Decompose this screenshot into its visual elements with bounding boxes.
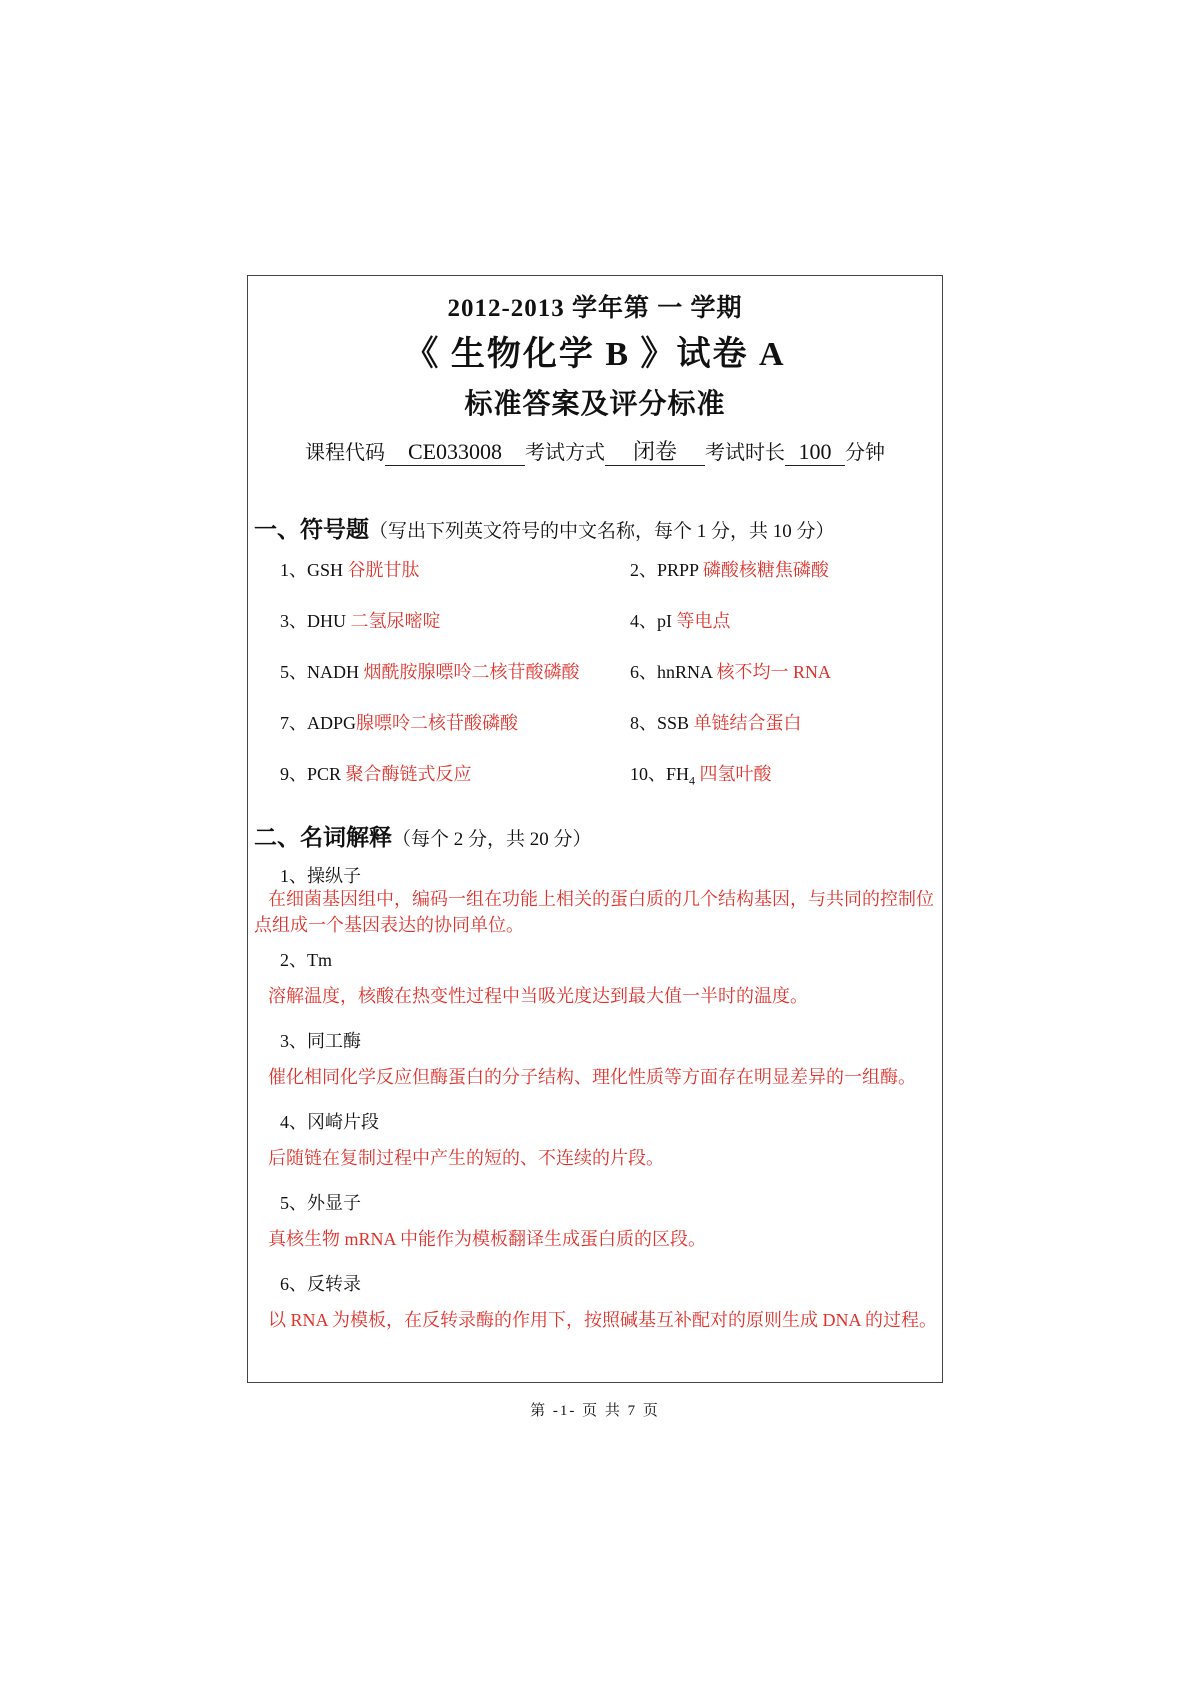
symbol-answer: 磷酸核糖焦磷酸 (702, 560, 829, 580)
term-label: 1、操纵子 (280, 866, 361, 886)
symbol-answer: 核不均一 RNA (716, 662, 832, 682)
symbol-label: 8、SSB (630, 713, 694, 733)
symbol-answer: 四氢叶酸 (695, 764, 772, 784)
term-definition: 后随链在复制过程中产生的短的、不连续的片段。 (268, 1148, 664, 1168)
term-definition: 溶解温度，核酸在热变性过程中当吸光度达到最大值一半时的温度。 (268, 986, 808, 1006)
symbol-item (280, 709, 518, 735)
section-2-note: （每个 2 分，共 20 分） (392, 829, 592, 850)
symbol-label: 6、hnRNA (630, 662, 717, 682)
term-definition: 催化相同化学反应但酶蛋白的分子结构、理化性质等方面存在明显差异的一组酶。 (268, 1067, 916, 1087)
symbol-answer: 等电点 (676, 611, 731, 631)
symbol-item (630, 607, 731, 633)
symbol-label: 3、DHU (280, 611, 351, 631)
course-code-label: 课程代码 (305, 442, 385, 464)
term-definition: 在细菌基因组中，编码一组在功能上相关的蛋白质的几个结构基因，与共同的控制位点组成一个基因表达的协同单位。 (254, 889, 934, 935)
symbol-answer: 烟酰胺腺嘌呤二核苷酸磷酸 (363, 662, 580, 682)
section-1-title: 一、符号题 (254, 517, 369, 542)
symbol-label: 10、FH (630, 764, 690, 784)
duration-value: 100 (785, 439, 845, 466)
symbol-label: 2、PRPP (630, 560, 703, 580)
symbol-item (280, 556, 420, 582)
symbol-item (630, 760, 772, 789)
term-label: 6、反转录 (280, 1274, 361, 1294)
term-definition: 真核生物 mRNA 中能作为模板翻译生成蛋白质的区段。 (268, 1229, 707, 1249)
symbol-item (630, 709, 802, 735)
term-definition: 以 RNA 为模板，在反转录酶的作用下，按照碱基互补配对的原则生成 DNA 的过程。 (268, 1310, 938, 1330)
duration-label: 考试时长 (705, 442, 785, 464)
symbol-item (280, 658, 580, 684)
symbol-label: 4、pI (630, 611, 677, 631)
exam-meta-line (248, 436, 942, 466)
symbol-item (280, 760, 472, 786)
exam-mode-label: 考试方式 (525, 442, 605, 464)
symbol-label: 1、GSH (280, 560, 348, 580)
term-label: 3、同工酶 (280, 1031, 361, 1051)
symbol-answer: 谷胱甘肽 (347, 560, 420, 580)
symbol-subscript: 4 (689, 773, 696, 788)
term-label: 4、冈崎片段 (280, 1112, 379, 1132)
exam-page-frame (247, 275, 943, 1383)
exam-title: 《 生物化学 B 》试卷 A (404, 336, 786, 373)
section-1-note: （写出下列英文符号的中文名称，每个 1 分，共 10 分） (369, 521, 835, 542)
symbol-label: 9、PCR (280, 764, 346, 784)
symbol-answer: 二氢尿嘧啶 (350, 611, 441, 631)
section-2-title: 二、名词解释 (254, 825, 392, 850)
section-2-heading (254, 819, 592, 852)
page-number: 第 -1- 页 共 7 页 (530, 1403, 660, 1419)
symbol-label: 5、NADH (280, 662, 364, 682)
exam-mode-value: 闭卷 (605, 439, 705, 466)
term-label: 5、外显子 (280, 1193, 361, 1213)
symbol-answer: 腺嘌呤二核苷酸磷酸 (356, 713, 519, 733)
term-label: 2、Tm (280, 950, 332, 970)
symbol-item (280, 607, 441, 633)
section-1-heading (254, 511, 835, 544)
duration-unit: 分钟 (845, 442, 885, 464)
symbol-label: 7、ADPG (280, 713, 357, 733)
answer-key-subtitle: 标准答案及评分标准 (464, 389, 726, 420)
symbol-answer: 单链结合蛋白 (693, 713, 802, 733)
symbol-item (630, 658, 831, 684)
symbol-item (630, 556, 829, 582)
course-code-value: CE033008 (385, 439, 525, 466)
symbol-answer: 聚合酶链式反应 (345, 764, 472, 784)
term-heading: 2012-2013 学年第 一 学期 (447, 295, 743, 322)
